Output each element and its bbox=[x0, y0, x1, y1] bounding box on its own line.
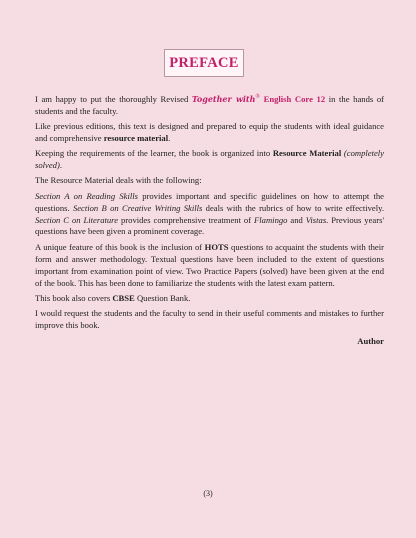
registered-mark: ® bbox=[255, 94, 260, 100]
text: questions to acquaint the students with their form and answer methodology. Textual questions have been included to the extent of questions important from examination point of view. Two Practice Papers (solved) have been given at the end of the book. This has been done to familiarize the students with the latest exam pattern. bbox=[35, 241, 384, 288]
text: . bbox=[59, 160, 62, 171]
brand-name: Together with bbox=[191, 93, 256, 104]
preface-body bbox=[35, 92, 384, 335]
page-title: PREFACE bbox=[169, 54, 239, 71]
text: . bbox=[168, 132, 171, 143]
page-number: (3) bbox=[203, 489, 213, 498]
bold-text: HOTS bbox=[204, 241, 229, 252]
text: I am happy to put the thoroughly Revised bbox=[35, 93, 192, 104]
paragraph-hots bbox=[35, 242, 384, 290]
book-title: Vistas bbox=[305, 214, 327, 225]
text: in the hands of students and the faculty. bbox=[35, 93, 384, 116]
text: A unique feature of this book is the inclusion of bbox=[35, 241, 205, 252]
book-title: Flamingo bbox=[254, 214, 288, 225]
bold-text: CBSE bbox=[112, 292, 135, 303]
paragraph-request: I would request the students and the faculty to send in their useful comments and mistakes to further improve this book. bbox=[35, 308, 384, 330]
text: provides important and specific guidelines on how to attempt the questions. bbox=[35, 190, 384, 213]
text: and bbox=[287, 214, 306, 225]
text: provides comprehensive treatment of bbox=[118, 214, 255, 225]
text: Question Bank. bbox=[134, 292, 191, 303]
section-b-title: Section B on Creative Writing Skills bbox=[72, 202, 203, 213]
title-box bbox=[164, 49, 244, 77]
section-a-title: Section A on Reading Skills bbox=[35, 190, 138, 201]
text: This book also covers bbox=[35, 292, 113, 303]
text: Keeping the requirements of the learner, the book is organized into bbox=[35, 148, 273, 159]
product-name: English Core 12 bbox=[259, 93, 326, 104]
text: Like previous editions, this text is designed and prepared to equip the students with ideal guidance and comprehensive bbox=[35, 121, 384, 143]
section-c-title: Section C on Literature bbox=[35, 214, 119, 225]
bold-text: resource material bbox=[103, 132, 169, 143]
paragraph-deals: The Resource Material deals with the following: bbox=[35, 175, 202, 186]
text: deals with the rubrics of how to write effectively. bbox=[202, 202, 385, 213]
paragraph-cbse bbox=[35, 293, 384, 305]
italic-text: (completely solved) bbox=[35, 148, 384, 171]
paragraph-editions bbox=[35, 121, 384, 145]
bold-text: Resource Material bbox=[272, 148, 342, 159]
paragraph-sections bbox=[35, 191, 384, 239]
author-signature: Author bbox=[357, 336, 384, 346]
paragraph-requirements bbox=[35, 148, 384, 172]
text: . Previous years' questions have been given a prominent coverage. bbox=[35, 214, 384, 237]
paragraph-intro bbox=[35, 92, 384, 118]
